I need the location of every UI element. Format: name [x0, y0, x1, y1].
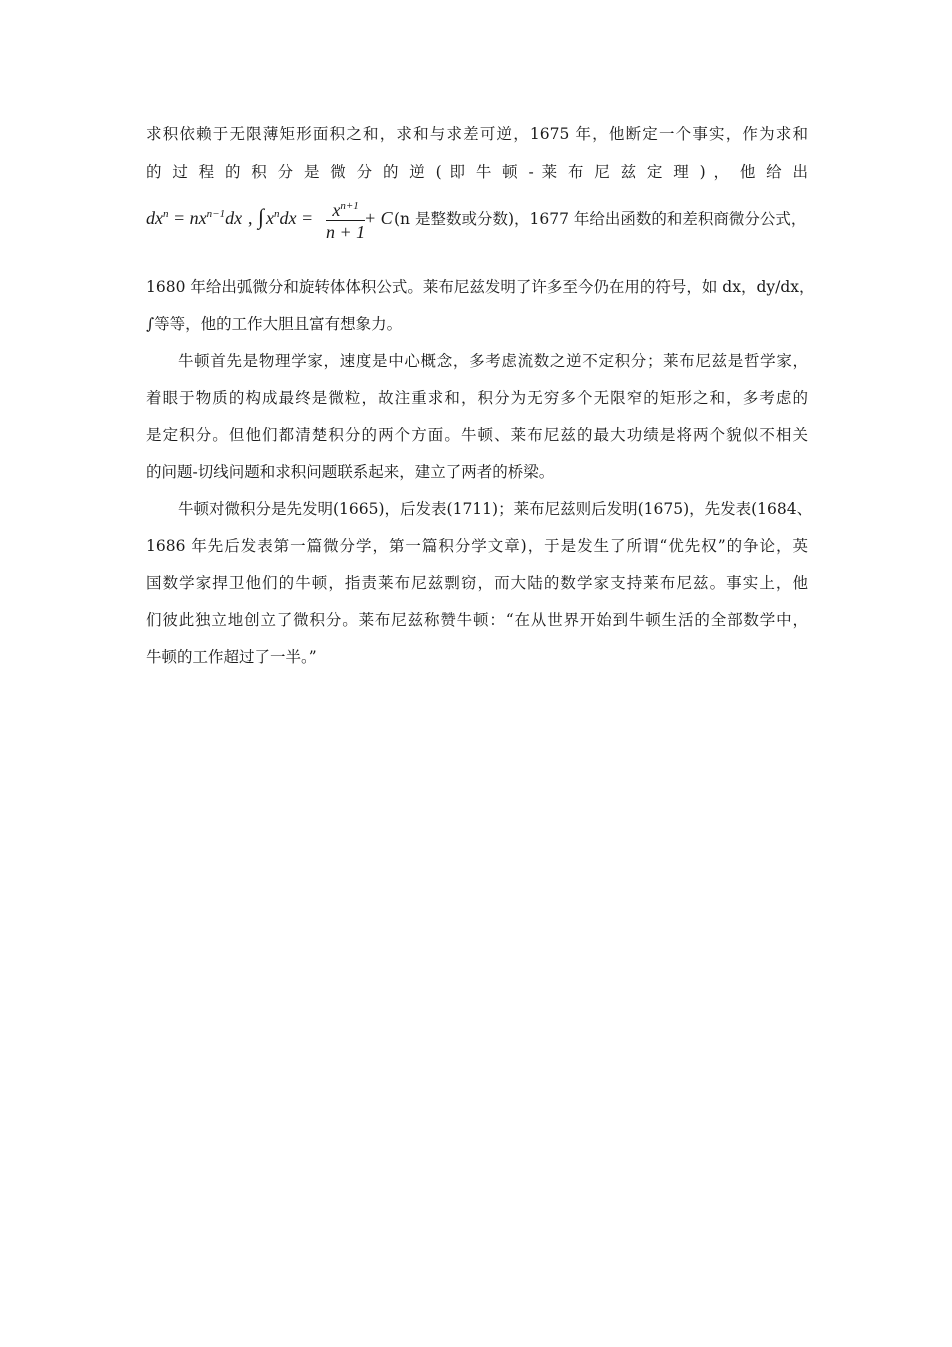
- paragraph-line: 1680 年给出弧微分和旋转体体积公式。莱布尼兹发明了许多至今仍在用的符号，如 dx，dy/dx，: [146, 278, 815, 296]
- fraction-denominator: n + 1: [326, 222, 366, 242]
- paragraph-line: 牛顿首先是物理学家，速度是中心概念，多考虑流数之逆不定积分；莱布尼兹是哲学家，: [178, 352, 808, 370]
- formula-integrand: $x^ndx$ =: [266, 208, 314, 228]
- formula-derivative: $dx^n = nx^{n-1}dx$: [146, 208, 243, 228]
- paragraph-line: 国数学家捍卫他们的牛顿，指责莱布尼兹剽窃，而大陆的数学家支持莱布尼兹。事实上，他: [146, 574, 808, 592]
- paragraph-line: 牛顿的工作超过了一半。”: [146, 648, 317, 666]
- formula-separator: ,: [248, 208, 253, 228]
- formula-caption: (n 是整数或分数)，1677 年给出函数的和差积商微分公式，: [394, 210, 807, 228]
- math-formula: [146, 196, 808, 242]
- paragraph-line: 的问题-切线问题和求积问题联系起来，建立了两者的桥梁。: [146, 463, 555, 481]
- paragraph-line: 的 过 程 的 积 分 是 微 分 的 逆 ( 即 牛 顿 - 莱 布 尼 兹 定 理 ) ， 他 给 出: [146, 163, 808, 181]
- paragraph-line: 着眼于物质的构成最终是微粒，故注重求和，积分为无穷多个无限窄的矩形之和，多考虑的: [146, 389, 808, 407]
- fraction-numerator: $x^{n+1}$: [326, 196, 365, 221]
- paragraph-line: 求积依赖于无限薄矩形面积之和，求和与求差可逆，1675 年，他断定一个事实，作为求和: [146, 125, 808, 143]
- formula-constant: + C: [364, 208, 393, 228]
- integral-symbol: ∫: [258, 204, 265, 229]
- paragraph-line: 1686 年先后发表第一篇微分学，第一篇积分学文章)，于是发生了所谓“优先权”的争论，英: [146, 537, 808, 555]
- formula-fraction: [326, 196, 365, 243]
- paragraph-line: 是定积分。但他们都清楚积分的两个方面。牛顿、莱布尼兹的最大功绩是将两个貌似不相关: [146, 426, 808, 444]
- paragraph-line: ∫等等，他的工作大胆且富有想象力。: [146, 315, 403, 333]
- paragraph-line: 们彼此独立地创立了微积分。莱布尼兹称赞牛顿：“在从世界开始到牛顿生活的全部数学中，: [146, 611, 808, 629]
- paragraph-line: 牛顿对微积分是先发明(1665)，后发表(1711)；莱布尼兹则后发明(1675)，先发表(1684、: [178, 500, 813, 518]
